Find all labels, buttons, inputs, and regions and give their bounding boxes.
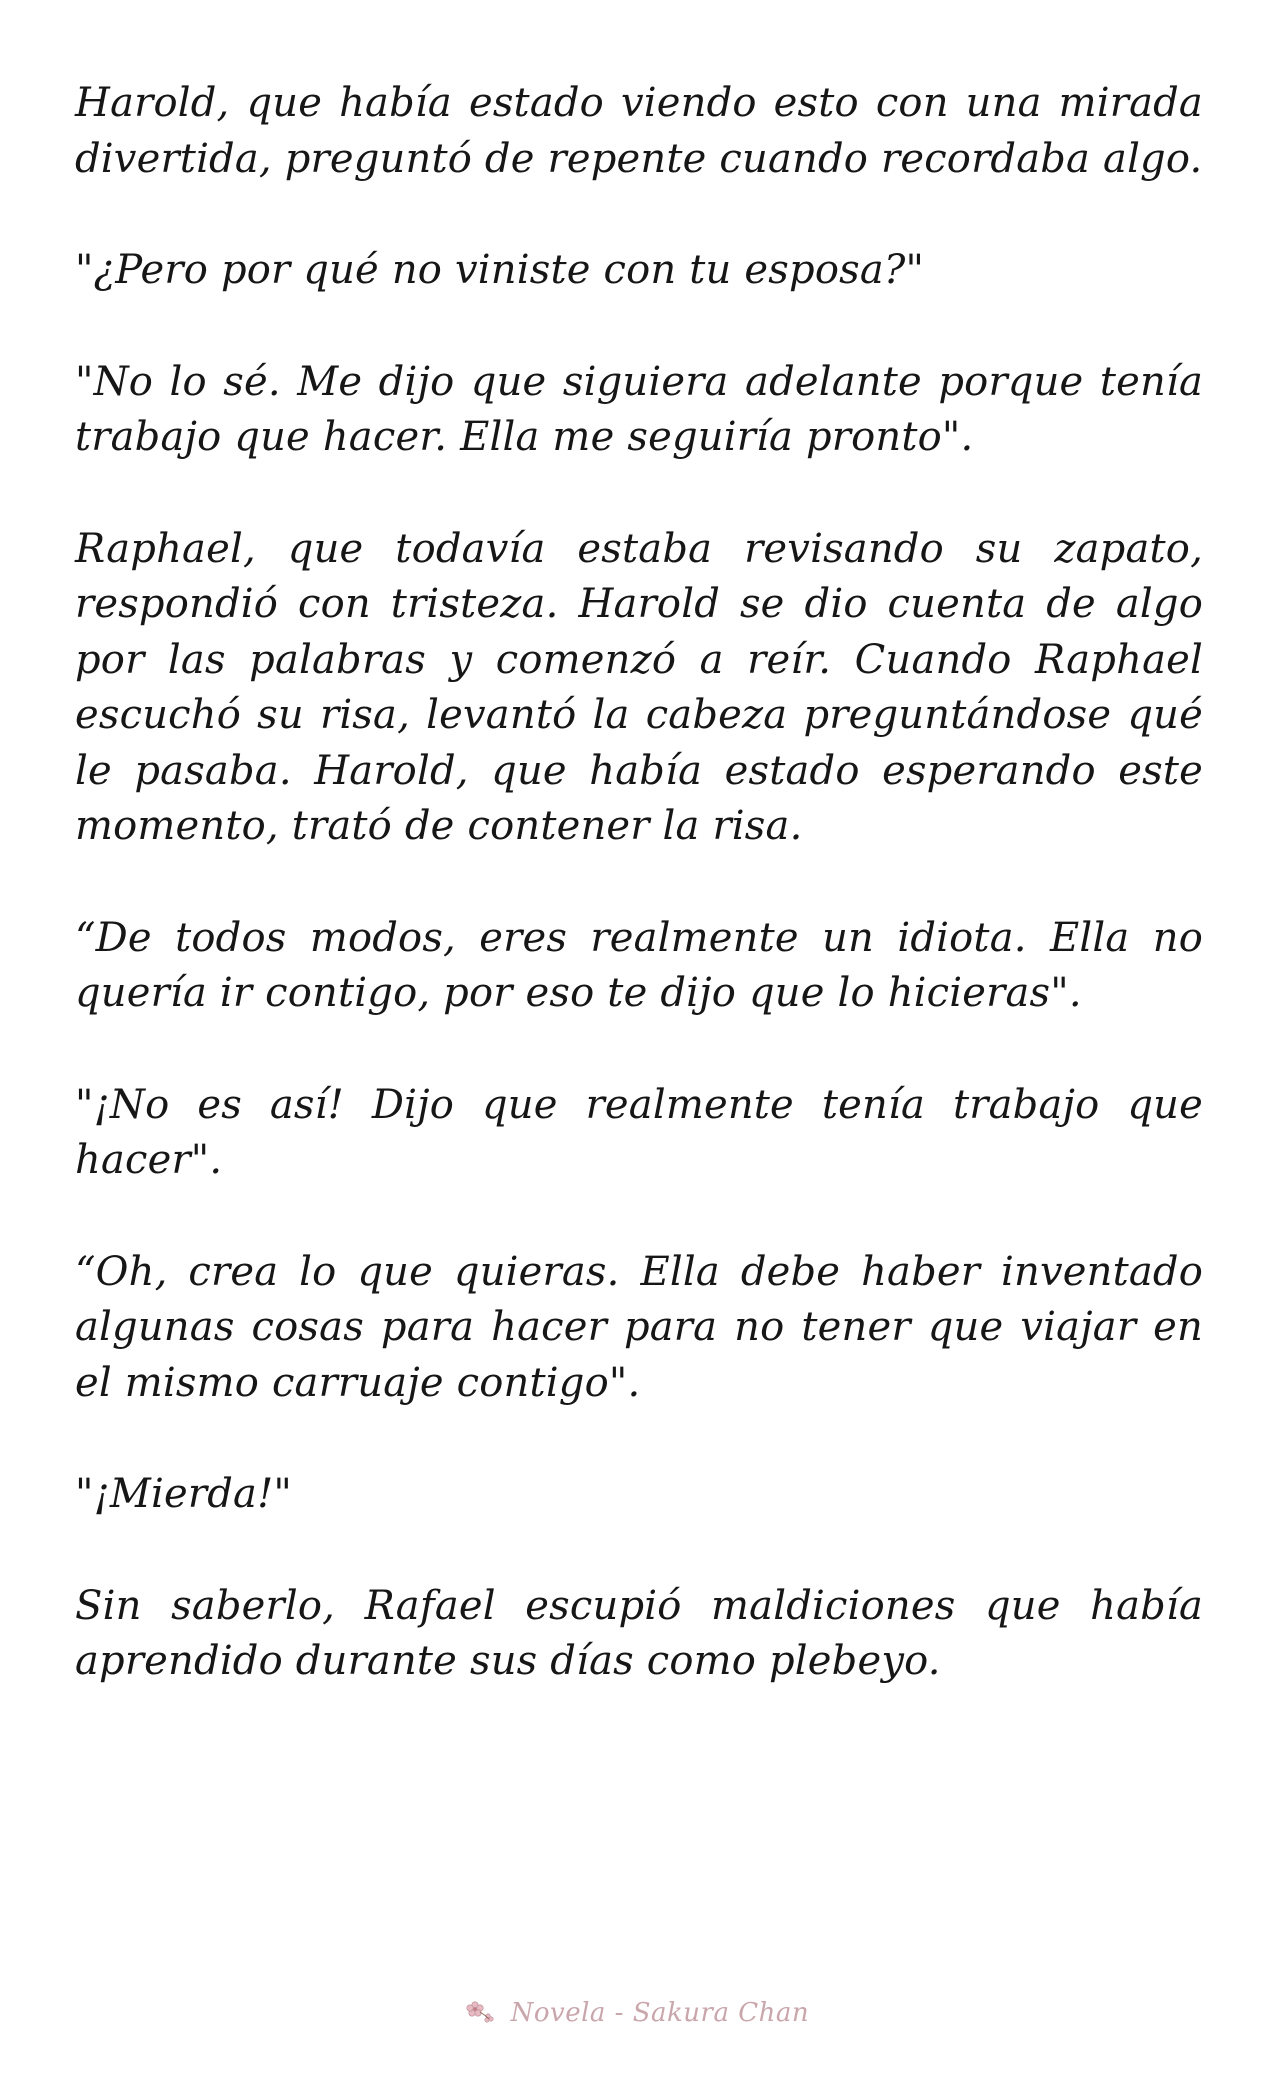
paragraph: Raphael, que todavía estaba revisando su zapato, respondió con tristeza. Harold se dio cuenta de algo por las palabras y comenzó a reír. Cuando Raphael escuchó su risa, levantó la cabeza preguntándose qué le pasaba. Harold, que había estado esperando este momento, trató de contener la risa. [75,525,1203,849]
paragraph: Harold, que había estado viendo esto con una mirada divertida, preguntó de repente cuando recordaba algo. [75,80,1203,182]
paragraph: "¿Pero por qué no viniste con tu esposa?" [75,247,925,293]
watermark [0,1998,1275,2028]
paragraph: Sin saberlo, Rafael escupió maldiciones que había aprendido durante sus días como plebeyo. [75,1582,1203,1684]
paragraph: "¡No es así! Dijo que realmente tenía trabajo que hacer". [75,1081,1203,1183]
paragraph: “De todos modos, eres realmente un idiota. Ella no quería ir contigo, por eso te dijo que lo hicieras". [75,914,1203,1016]
sakura-flower-icon [466,1999,496,2025]
paragraph: "No lo sé. Me dijo que siguiera adelante porque tenía trabajo que hacer. Ella me seguiría pronto". [75,358,1203,460]
paragraph: “Oh, crea lo que quieras. Ella debe haber inventado algunas cosas para hacer para no tener que viajar en el mismo carruaje contigo". [75,1248,1203,1406]
document-body [75,76,1203,1690]
watermark-text: Novela - Sakura Chan [510,1998,810,2028]
paragraph: "¡Mierda!" [75,1471,292,1517]
